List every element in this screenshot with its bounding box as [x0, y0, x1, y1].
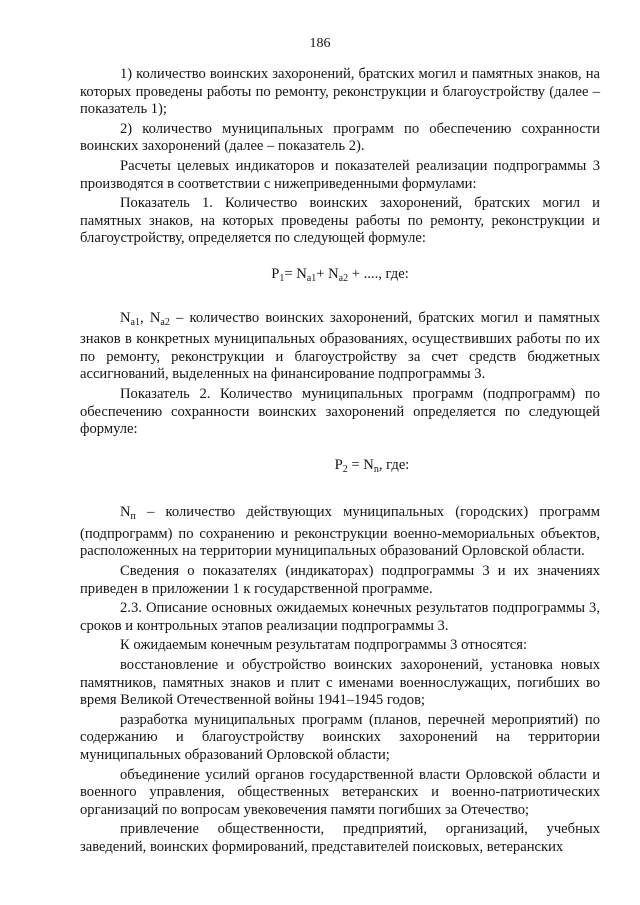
paragraph-indicator-2-definition: Показатель 2. Количество муниципальных программ (подпрограмм) по обеспечению сохранности воинских захоронений определяется по следующей формуле: — [80, 385, 600, 438]
def1-n1: N — [120, 309, 131, 326]
paragraph-result-municipal-programs: разработка муниципальных программ (планов, перечней мероприятий) по содержанию и благоустройству воинских захоронений на территории муниципальных образований Орловской области; — [80, 711, 600, 763]
document-body — [80, 66, 600, 859]
def2-n: N — [120, 504, 131, 521]
def2-n-subscript: п — [130, 511, 136, 523]
formula-p2-n-subscript: n — [373, 463, 379, 475]
section-heading-2-3: 2.3. Описание основных ожидаемых конечных результатов подпрограммы 3, сроков и контрольных этапов реализации подпрограммы 3. — [80, 600, 600, 634]
paragraph-calculation-intro: Расчеты целевых индикаторов и показателей реализации подпрограммы 3 производятся в соответствии с нижеприведенными формулами: — [80, 157, 600, 192]
formula-p2-eq: = N — [347, 456, 374, 473]
paragraph-result-joint-efforts: объединение усилий органов государственной власти Орловской области и военного управления, общественных ветеранских и военно-патриотических организаций по вопросам увековечения памяти погибших за Отечество; — [80, 766, 600, 818]
formula-p1-eq: = N — [284, 265, 307, 282]
formula-p2-lhs: P — [334, 456, 343, 473]
def1-n1-subscript: a1 — [130, 316, 140, 328]
def1-comma: , N — [140, 309, 161, 326]
formula-p1-na1-subscript: a1 — [306, 272, 317, 284]
def1-n2-subscript: a2 — [160, 316, 170, 328]
formula-p1-lhs: P — [271, 265, 280, 282]
paragraph-definition-na — [80, 310, 600, 384]
paragraph-indicator-1-definition: Показатель 1. Количество воинских захоронений, братских могил и памятных знаков, на которых проведены работы по ремонту, реконструкции и благоустройству, определяется по следующей формуле: — [80, 195, 600, 247]
page-number: 186 — [309, 36, 331, 51]
formula-p1-plus: + N — [316, 265, 339, 282]
paragraph-result-restoration: восстановление и обустройство воинских захоронений, установка новых памятников, памятных знаков и плит с именами военнослужащих, погибших во время Великой Отечественной войны 1941–1945 годов; — [80, 657, 600, 709]
def2-text: – количество действующих муниципальных (городских) программ (подпрограмм) по сохранению и реконструкции военно-мемориальных объектов, расположенных на территории муниципальных образований Орловской области. — [80, 504, 600, 560]
paragraph-indicator-1-item: 1) количество воинских захоронений, братских могил и памятных знаков, на которых проведены работы по ремонту, реконструкции и благоустройству (далее – показатель 1); — [80, 66, 600, 118]
paragraph-result-public-involvement: привлечение общественности, предприятий, организаций, учебных заведений, воинских формирований, представителей поисковых, ветеранских — [80, 821, 600, 855]
paragraph-indicator-2-item: 2) количество муниципальных программ по обеспечению сохранности воинских захоронений (далее – показатель 2). — [80, 120, 600, 155]
paragraph-expected-results-intro: К ожидаемым конечным результатам подпрограммы 3 относятся: — [120, 637, 528, 654]
formula-p2 — [80, 457, 600, 479]
formula-p1-tail: + ...., где: — [348, 265, 409, 282]
formula-p1 — [80, 266, 600, 288]
formula-p1-lhs-subscript: 1 — [279, 272, 285, 284]
paragraph-indicators-info: Сведения о показателях (индикаторах) подпрограммы 3 и их значениях приведен в приложении 1 к государственной программе. — [80, 563, 600, 597]
def1-text: – количество воинских захоронений, братских могил и памятных знаков в конкретных муниципальных образованиях, осуществивших работы по их по ремонту, реконструкции и благоустройству за счет средств бюджетных ассигнований, выделенных на финансирование подпрограммы 3. — [80, 309, 600, 383]
formula-p2-lhs-subscript: 2 — [342, 463, 348, 475]
paragraph-definition-nn — [80, 504, 600, 561]
formula-p1-na2-subscript: a2 — [338, 272, 349, 284]
formula-p2-tail: , где: — [378, 456, 410, 473]
